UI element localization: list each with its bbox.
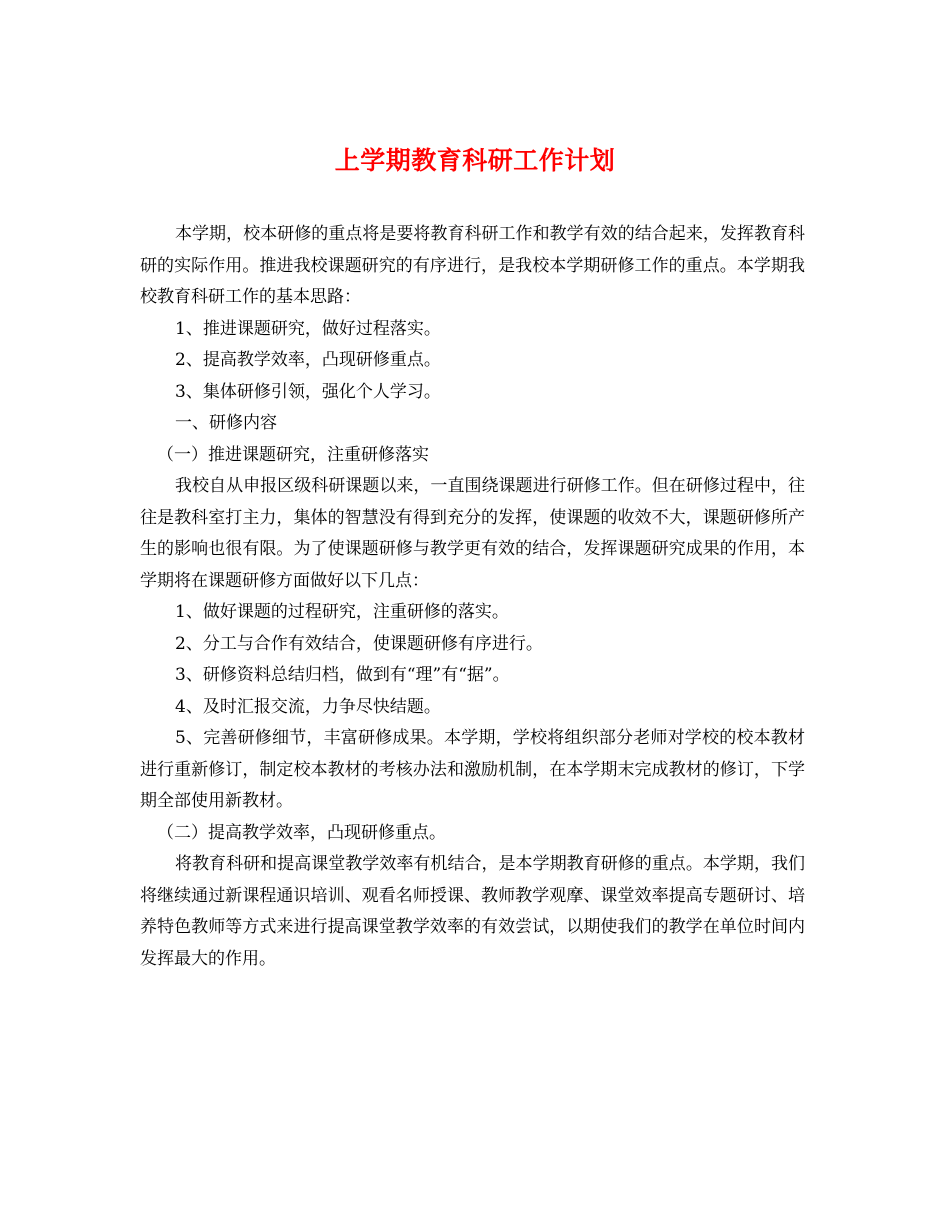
paragraph: 我校自从申报区级科研课题以来，一直围绕课题进行研修工作。但在研修过程中，往往是教科室打主力，集体的智慧没有得到充分的发挥，使课题的收效不大，课题研修所产生的影响也很有限。为了使课题研修与教学更有效的结合，发挥课题研究成果的作用，本学期将在课题研修方面做好以下几点： [140,476,805,591]
paragraph-intro: 本学期，校本研修的重点将是要将教育科研工作和教学有效的结合起来，发挥教育科研的实际作用。推进我校课题研究的有序进行，是我校本学期研修工作的重点。本学期我校教育科研工作的基本思路： [140,224,805,307]
paragraph-list-item: 5、完善研修细节，丰富研修成果。本学期，学校将组织部分老师对学校的校本教材进行重新修订，制定校本教材的考核办法和激励机制，在本学期末完成教材的修订，下学期全部使用新教材。 [140,728,805,811]
subsection-heading: （二）提高教学效率，凸现研修重点。 [157,822,446,843]
paragraph-list-item: 2、分工与合作有效结合，使课题研修有序进行。 [175,633,543,654]
document-title: 上学期教育科研工作计划 [334,146,616,175]
document-body [140,219,805,975]
section-heading: 一、研修内容 [175,413,277,433]
paragraph-list-item: 2、提高教学效率，凸现研修重点。 [175,350,441,370]
paragraph-list-item: 4、及时汇报交流，力争尽快结题。 [175,696,441,717]
subsection-heading: （一）推进课题研究，注重研修落实 [157,444,429,465]
paragraph: 将教育科研和提高课堂教学效率有机结合，是本学期教育研修的重点。本学期，我们将继续通过新课程通识培训、观看名师授课、教师教学观摩、课堂效率提高专题研讨、培养特色教师等方式来进行提高课堂教学效率的有效尝试，以期使我们的教学在单位时间内发挥最大的作用。 [140,854,805,969]
paragraph-list-item: 3、集体研修引领，强化个人学习。 [175,381,441,402]
paragraph-list-item: 3、研修资料总结归档，做到有“理”有“据”。 [175,665,510,685]
paragraph-list-item: 1、做好课题的过程研究，注重研修的落实。 [175,602,509,622]
paragraph-list-item: 1、推进课题研究，做好过程落实。 [175,318,441,339]
